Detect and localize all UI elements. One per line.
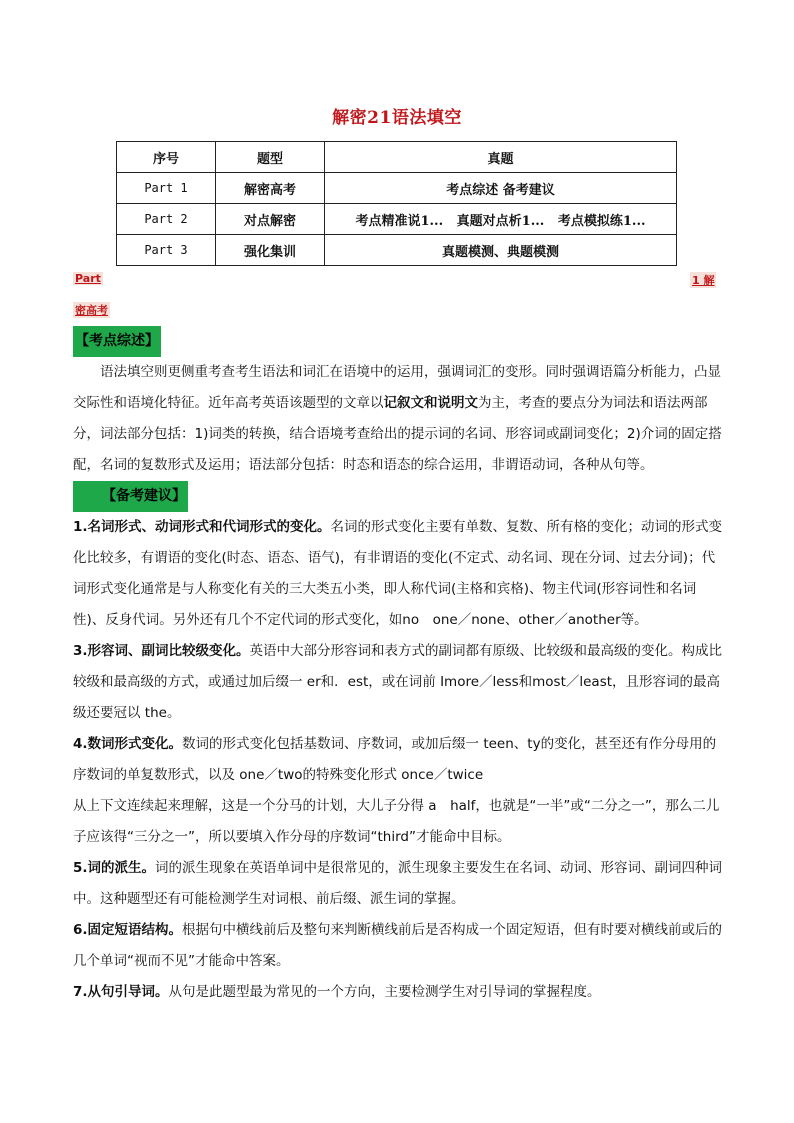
list-item [73,977,723,1008]
table-cell: 解密高考 [216,173,325,204]
section-tag: 【备考建议】 [73,481,188,512]
body-content [73,326,723,1008]
item-head: 6.固定短语结构。 [73,922,183,938]
document-title: 解密21语法填空 [332,108,462,128]
table-header: 序号 [117,142,216,173]
item-head: 1.名词形式、动词形式和代词形式的变化。 [73,519,331,535]
table-row [117,235,677,266]
item-head: 7.从句引导词。 [73,984,169,1000]
paragraph-text: 为主，考查的要点分为词法和语法两部分，词法部分包括：1)词类的转换，结合语境考查给出的提示词的名词、形容词或副词变化；2)介词的固定搭配，名词的复数形式及运用；语法部分包括：时态和语态的综合运用，非谓语动词，各种从句等。 [73,395,722,473]
table-header: 真题 [325,142,677,173]
section-tag: 【考点综述】 [73,326,161,357]
item-text: 名词的形式变化主要有单数、复数、所有格的变化；动词的形式变化比较多，有谓语的变化(时态、语态、语气)，有非谓语的变化(不定式、动名词、现在分词、过去分词)；代词形式变化通常是与人称变化有关的三大类五小类，即人称代词(主格和宾格)、物主代词(形容词性和名词性)、反身代词。另外还有几个不定代词的形式变化，如no one／none、other／another等。 [73,519,723,628]
list-item [73,512,723,636]
table-cell: 考点综述 备考建议 [325,173,677,204]
table-cell: 对点解密 [216,204,325,235]
item-head: 4.数词形式变化。 [73,736,183,752]
part-number: 1 解 [692,274,715,287]
item-head: 5.词的派生。 [73,860,156,876]
list-item [73,915,723,977]
list-item [73,636,723,729]
item-text: 英语中大部分形容词和表方式的副词都有原级、比较级和最高级的变化。构成比较级和最高级的方式，或通过加后缀一 er和．est，或在词前 Imore／less和most／least，且形容词的最高级还要冠以 the。 [73,643,723,721]
table-cell: 强化集训 [216,235,325,266]
paragraph [73,357,723,512]
table-header: 题型 [216,142,325,173]
table-row [117,173,677,204]
item-head: 3.形容词、副词比较级变化。 [73,643,250,659]
item-text: 数词的形式变化包括基数词、序数词，或加后缀一 teen、ty的变化，甚至还有作分母用的序数词的单复数形式，以及 one／two的特殊变化形式 once／twice [73,736,717,783]
table-row [117,204,677,235]
table-cell: 考点精准说1... 真题对点析1... 考点模拟练1... [325,204,677,235]
list-item [73,729,723,791]
table-cell: Part 1 [117,173,216,204]
item-text: 从句是此题型最为常见的一个方向，主要检测学生对引导词的掌握程度。 [168,984,601,1000]
item-text: 从上下文连续起来理解，这是一个分马的计划，大儿子分得 a half，也就是“一半”或“二分之一”，那么二儿子应该得“三分之一”，所以要填入作分母的序数词“third”才能命中目标。 [73,798,720,845]
contents-table [116,141,677,266]
item-text: 词的派生现象在英语单词中是很常见的，派生现象主要发生在名词、动词、形容词、副词四种词中。这种题型还有可能检测学生对词根、前后缀、派生词的掌握。 [73,860,723,907]
table-cell: Part 3 [117,235,216,266]
part-label: Part [75,272,101,285]
paragraph-text: 语法填空则更侧重考查考生语法和词汇在语境中的运用，强调词汇的变形。同时强调语篇分析能力，凸显交际性和语境化特征。近年高考英语该题型的文章以 [73,364,721,411]
list-item [73,791,723,853]
table-cell: 真题模测、典题模测 [325,235,677,266]
list-item [73,853,723,915]
item-text: 根据句中横线前后及整句来判断横线前后是否构成一个固定短语，但有时要对横线前或后的几个单词“视而不见”才能命中答案。 [73,922,723,969]
bold-text: 记叙文和说明文 [383,395,478,411]
table-header-row [117,142,677,173]
part-subtitle: 密高考 [75,304,108,317]
table-cell: Part 2 [117,204,216,235]
